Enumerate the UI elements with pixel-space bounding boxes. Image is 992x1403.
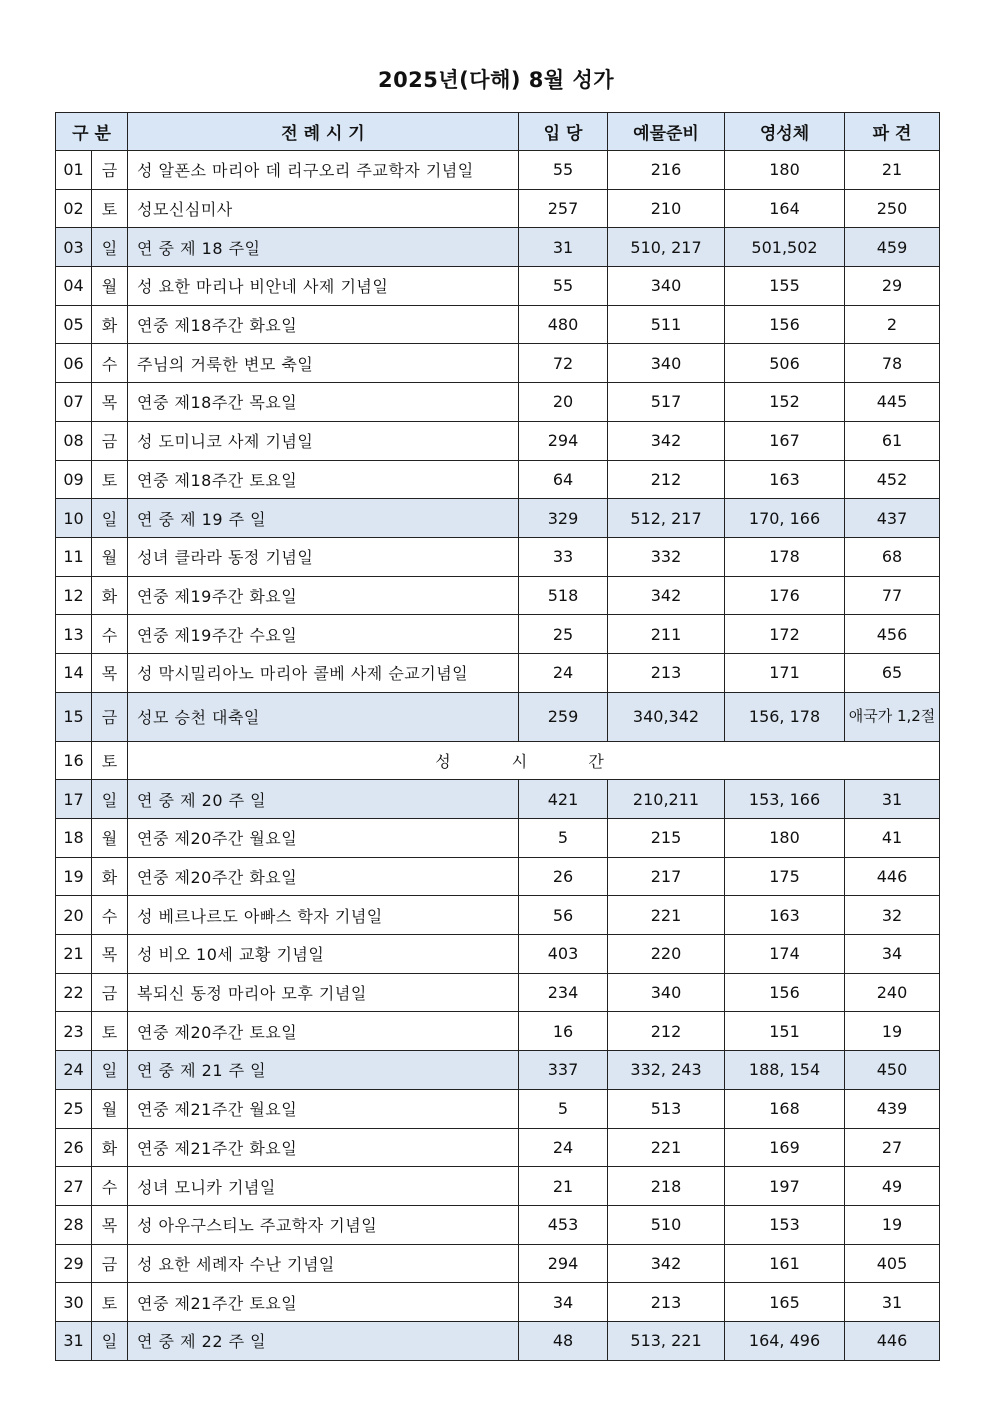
offertory-cell: 210,211 <box>608 780 725 819</box>
communion-cell: 168 <box>725 1089 845 1128</box>
table-row <box>56 1167 940 1206</box>
table-row <box>56 460 940 499</box>
offertory-cell: 215 <box>608 819 725 858</box>
header-recessional: 파 견 <box>845 113 940 151</box>
recessional-cell: 29 <box>845 267 940 306</box>
communion-cell: 153 <box>725 1205 845 1244</box>
liturgy-cell: 연 중 제 21 주 일 <box>128 1051 519 1090</box>
liturgy-cell: 성모 승천 대축일 <box>128 692 519 741</box>
communion-cell: 197 <box>725 1167 845 1206</box>
liturgy-cell: 성녀 클라라 동정 기념일 <box>128 537 519 576</box>
day-cell: 14 <box>56 653 92 692</box>
day-cell: 26 <box>56 1128 92 1167</box>
communion-cell: 167 <box>725 421 845 460</box>
offertory-cell: 517 <box>608 383 725 422</box>
liturgy-cell: 연중 제20주간 월요일 <box>128 819 519 858</box>
day-cell: 27 <box>56 1167 92 1206</box>
table-row <box>56 896 940 935</box>
day-cell: 17 <box>56 780 92 819</box>
offertory-cell: 212 <box>608 1012 725 1051</box>
day-cell: 19 <box>56 857 92 896</box>
day-cell: 01 <box>56 151 92 190</box>
entrance-cell: 26 <box>519 857 608 896</box>
weekday-cell: 일 <box>92 1321 128 1360</box>
offertory-cell: 510, 217 <box>608 228 725 267</box>
entrance-cell: 31 <box>519 228 608 267</box>
recessional-cell: 240 <box>845 973 940 1012</box>
communion-cell: 169 <box>725 1128 845 1167</box>
table-row <box>56 537 940 576</box>
day-cell: 23 <box>56 1012 92 1051</box>
table-row <box>56 499 940 538</box>
weekday-cell: 월 <box>92 537 128 576</box>
entrance-cell: 234 <box>519 973 608 1012</box>
entrance-cell: 24 <box>519 1128 608 1167</box>
weekday-cell: 금 <box>92 151 128 190</box>
weekday-cell: 토 <box>92 1012 128 1051</box>
day-cell: 24 <box>56 1051 92 1090</box>
table-row <box>56 1051 940 1090</box>
liturgy-cell: 성모신심미사 <box>128 189 519 228</box>
weekday-cell: 화 <box>92 857 128 896</box>
day-cell: 21 <box>56 935 92 974</box>
entrance-cell: 518 <box>519 576 608 615</box>
recessional-cell: 446 <box>845 857 940 896</box>
table-row <box>56 305 940 344</box>
table-row <box>56 857 940 896</box>
entrance-cell: 337 <box>519 1051 608 1090</box>
table-row <box>56 741 940 780</box>
weekday-cell: 금 <box>92 1244 128 1283</box>
weekday-cell: 토 <box>92 741 128 780</box>
offertory-cell: 213 <box>608 653 725 692</box>
offertory-cell: 342 <box>608 576 725 615</box>
schedule-body <box>56 151 940 1361</box>
weekday-cell: 일 <box>92 1051 128 1090</box>
table-row <box>56 935 940 974</box>
liturgy-cell: 연 중 제 20 주 일 <box>128 780 519 819</box>
recessional-cell: 446 <box>845 1321 940 1360</box>
recessional-cell: 250 <box>845 189 940 228</box>
entrance-cell: 20 <box>519 383 608 422</box>
offertory-cell: 340,342 <box>608 692 725 741</box>
entrance-cell: 294 <box>519 421 608 460</box>
day-cell: 30 <box>56 1283 92 1322</box>
table-row <box>56 973 940 1012</box>
recessional-cell: 21 <box>845 151 940 190</box>
recessional-cell: 34 <box>845 935 940 974</box>
communion-cell: 151 <box>725 1012 845 1051</box>
communion-cell: 174 <box>725 935 845 974</box>
liturgy-cell: 연중 제18주간 목요일 <box>128 383 519 422</box>
communion-cell: 156 <box>725 305 845 344</box>
table-row <box>56 576 940 615</box>
table-row <box>56 1283 940 1322</box>
liturgy-cell: 연 중 제 19 주 일 <box>128 499 519 538</box>
offertory-cell: 212 <box>608 460 725 499</box>
liturgy-cell: 연중 제21주간 화요일 <box>128 1128 519 1167</box>
entrance-cell: 294 <box>519 1244 608 1283</box>
offertory-cell: 511 <box>608 305 725 344</box>
header-liturgy: 전 례 시 기 <box>128 113 519 151</box>
weekday-cell: 화 <box>92 1128 128 1167</box>
offertory-cell: 218 <box>608 1167 725 1206</box>
recessional-cell: 456 <box>845 615 940 654</box>
weekday-cell: 수 <box>92 896 128 935</box>
table-row <box>56 189 940 228</box>
table-row <box>56 615 940 654</box>
entrance-cell: 24 <box>519 653 608 692</box>
day-cell: 08 <box>56 421 92 460</box>
weekday-cell: 월 <box>92 267 128 306</box>
recessional-cell: 애국가 1,2절 <box>845 692 940 741</box>
table-row <box>56 780 940 819</box>
recessional-cell: 2 <box>845 305 940 344</box>
recessional-cell: 459 <box>845 228 940 267</box>
offertory-cell: 216 <box>608 151 725 190</box>
communion-cell: 506 <box>725 344 845 383</box>
header-communion: 영성체 <box>725 113 845 151</box>
communion-cell: 188, 154 <box>725 1051 845 1090</box>
table-row <box>56 267 940 306</box>
day-cell: 03 <box>56 228 92 267</box>
offertory-cell: 332 <box>608 537 725 576</box>
offertory-cell: 340 <box>608 344 725 383</box>
entrance-cell: 21 <box>519 1167 608 1206</box>
weekday-cell: 월 <box>92 1089 128 1128</box>
table-row <box>56 1205 940 1244</box>
entrance-cell: 55 <box>519 151 608 190</box>
liturgy-cell: 성 비오 10세 교황 기념일 <box>128 935 519 974</box>
communion-cell: 155 <box>725 267 845 306</box>
recessional-cell: 41 <box>845 819 940 858</box>
day-cell: 22 <box>56 973 92 1012</box>
header-entrance: 입 당 <box>519 113 608 151</box>
recessional-cell: 19 <box>845 1012 940 1051</box>
entrance-cell: 257 <box>519 189 608 228</box>
weekday-cell: 금 <box>92 692 128 741</box>
entrance-cell: 16 <box>519 1012 608 1051</box>
recessional-cell: 65 <box>845 653 940 692</box>
recessional-cell: 437 <box>845 499 940 538</box>
recessional-cell: 27 <box>845 1128 940 1167</box>
entrance-cell: 64 <box>519 460 608 499</box>
recessional-cell: 31 <box>845 780 940 819</box>
recessional-cell: 445 <box>845 383 940 422</box>
day-cell: 09 <box>56 460 92 499</box>
offertory-cell: 332, 243 <box>608 1051 725 1090</box>
weekday-cell: 수 <box>92 615 128 654</box>
offertory-cell: 513 <box>608 1089 725 1128</box>
communion-cell: 180 <box>725 819 845 858</box>
weekday-cell: 화 <box>92 576 128 615</box>
table-row <box>56 653 940 692</box>
liturgy-cell: 주님의 거룩한 변모 축일 <box>128 344 519 383</box>
weekday-cell: 금 <box>92 973 128 1012</box>
communion-cell: 176 <box>725 576 845 615</box>
weekday-cell: 일 <box>92 780 128 819</box>
table-row <box>56 228 940 267</box>
day-cell: 07 <box>56 383 92 422</box>
day-cell: 25 <box>56 1089 92 1128</box>
communion-cell: 153, 166 <box>725 780 845 819</box>
day-cell: 15 <box>56 692 92 741</box>
entrance-cell: 55 <box>519 267 608 306</box>
entrance-cell: 5 <box>519 1089 608 1128</box>
entrance-cell: 56 <box>519 896 608 935</box>
offertory-cell: 221 <box>608 896 725 935</box>
offertory-cell: 513, 221 <box>608 1321 725 1360</box>
day-cell: 18 <box>56 819 92 858</box>
entrance-cell: 33 <box>519 537 608 576</box>
liturgy-cell: 연중 제18주간 토요일 <box>128 460 519 499</box>
weekday-cell: 토 <box>92 189 128 228</box>
communion-cell: 180 <box>725 151 845 190</box>
liturgy-cell: 연중 제19주간 화요일 <box>128 576 519 615</box>
communion-cell: 152 <box>725 383 845 422</box>
weekday-cell: 목 <box>92 383 128 422</box>
offertory-cell: 342 <box>608 421 725 460</box>
offertory-cell: 342 <box>608 1244 725 1283</box>
communion-cell: 164, 496 <box>725 1321 845 1360</box>
day-cell: 13 <box>56 615 92 654</box>
communion-cell: 165 <box>725 1283 845 1322</box>
liturgy-cell: 연중 제21주간 월요일 <box>128 1089 519 1128</box>
table-row <box>56 692 940 741</box>
weekday-cell: 수 <box>92 344 128 383</box>
entrance-cell: 72 <box>519 344 608 383</box>
day-cell: 29 <box>56 1244 92 1283</box>
entrance-cell: 403 <box>519 935 608 974</box>
header-offertory: 예물준비 <box>608 113 725 151</box>
recessional-cell: 31 <box>845 1283 940 1322</box>
entrance-cell: 34 <box>519 1283 608 1322</box>
liturgy-cell: 성녀 모니카 기념일 <box>128 1167 519 1206</box>
communion-cell: 175 <box>725 857 845 896</box>
recessional-cell: 19 <box>845 1205 940 1244</box>
weekday-cell: 수 <box>92 1167 128 1206</box>
weekday-cell: 일 <box>92 228 128 267</box>
day-cell: 04 <box>56 267 92 306</box>
liturgy-cell: 성 알폰소 마리아 데 리구오리 주교학자 기념일 <box>128 151 519 190</box>
table-row <box>56 1128 940 1167</box>
weekday-cell: 화 <box>92 305 128 344</box>
communion-cell: 164 <box>725 189 845 228</box>
day-cell: 28 <box>56 1205 92 1244</box>
recessional-cell: 405 <box>845 1244 940 1283</box>
liturgy-cell: 연중 제21주간 토요일 <box>128 1283 519 1322</box>
day-cell: 05 <box>56 305 92 344</box>
entrance-cell: 48 <box>519 1321 608 1360</box>
recessional-cell: 77 <box>845 576 940 615</box>
liturgy-cell: 연중 제20주간 토요일 <box>128 1012 519 1051</box>
communion-cell: 171 <box>725 653 845 692</box>
recessional-cell: 61 <box>845 421 940 460</box>
liturgy-cell: 연 중 제 22 주 일 <box>128 1321 519 1360</box>
weekday-cell: 목 <box>92 653 128 692</box>
liturgy-cell: 성 베르나르도 아빠스 학자 기념일 <box>128 896 519 935</box>
communion-cell: 501,502 <box>725 228 845 267</box>
entrance-cell: 453 <box>519 1205 608 1244</box>
offertory-cell: 220 <box>608 935 725 974</box>
day-cell: 11 <box>56 537 92 576</box>
day-cell: 16 <box>56 741 92 780</box>
liturgy-cell: 성 막시밀리아노 마리아 콜베 사제 순교기념일 <box>128 653 519 692</box>
liturgy-cell: 연중 제18주간 화요일 <box>128 305 519 344</box>
header-row <box>56 113 940 151</box>
recessional-cell: 439 <box>845 1089 940 1128</box>
offertory-cell: 340 <box>608 973 725 1012</box>
recessional-cell: 49 <box>845 1167 940 1206</box>
recessional-cell: 78 <box>845 344 940 383</box>
liturgy-cell: 연중 제20주간 화요일 <box>128 857 519 896</box>
communion-cell: 156, 178 <box>725 692 845 741</box>
offertory-cell: 221 <box>608 1128 725 1167</box>
entrance-cell: 259 <box>519 692 608 741</box>
liturgy-cell: 성 아우구스티노 주교학자 기념일 <box>128 1205 519 1244</box>
communion-cell: 163 <box>725 896 845 935</box>
offertory-cell: 211 <box>608 615 725 654</box>
communion-cell: 156 <box>725 973 845 1012</box>
recessional-cell: 68 <box>845 537 940 576</box>
weekday-cell: 목 <box>92 1205 128 1244</box>
liturgy-cell: 성 요한 세례자 수난 기념일 <box>128 1244 519 1283</box>
entrance-cell: 421 <box>519 780 608 819</box>
weekday-cell: 금 <box>92 421 128 460</box>
communion-cell: 170, 166 <box>725 499 845 538</box>
liturgy-cell: 성 요한 마리나 비안네 사제 기념일 <box>128 267 519 306</box>
recessional-cell: 452 <box>845 460 940 499</box>
entrance-cell: 329 <box>519 499 608 538</box>
weekday-cell: 일 <box>92 499 128 538</box>
table-row <box>56 344 940 383</box>
offertory-cell: 512, 217 <box>608 499 725 538</box>
communion-cell: 163 <box>725 460 845 499</box>
merged-cell: 성 시 간 <box>128 741 940 780</box>
entrance-cell: 25 <box>519 615 608 654</box>
entrance-cell: 480 <box>519 305 608 344</box>
table-row <box>56 1012 940 1051</box>
table-row <box>56 1321 940 1360</box>
table-row <box>56 421 940 460</box>
day-cell: 06 <box>56 344 92 383</box>
day-cell: 31 <box>56 1321 92 1360</box>
liturgy-cell: 성 도미니코 사제 기념일 <box>128 421 519 460</box>
table-row <box>56 151 940 190</box>
day-cell: 20 <box>56 896 92 935</box>
table-row <box>56 819 940 858</box>
table-row <box>56 383 940 422</box>
hymn-schedule-table <box>55 112 940 1361</box>
communion-cell: 161 <box>725 1244 845 1283</box>
weekday-cell: 월 <box>92 819 128 858</box>
communion-cell: 172 <box>725 615 845 654</box>
header-category: 구 분 <box>56 113 128 151</box>
communion-cell: 178 <box>725 537 845 576</box>
day-cell: 10 <box>56 499 92 538</box>
liturgy-cell: 연중 제19주간 수요일 <box>128 615 519 654</box>
weekday-cell: 목 <box>92 935 128 974</box>
offertory-cell: 510 <box>608 1205 725 1244</box>
weekday-cell: 토 <box>92 1283 128 1322</box>
liturgy-cell: 연 중 제 18 주일 <box>128 228 519 267</box>
day-cell: 12 <box>56 576 92 615</box>
recessional-cell: 32 <box>845 896 940 935</box>
liturgy-cell: 복되신 동정 마리아 모후 기념일 <box>128 973 519 1012</box>
offertory-cell: 213 <box>608 1283 725 1322</box>
offertory-cell: 217 <box>608 857 725 896</box>
entrance-cell: 5 <box>519 819 608 858</box>
weekday-cell: 토 <box>92 460 128 499</box>
offertory-cell: 340 <box>608 267 725 306</box>
table-row <box>56 1244 940 1283</box>
offertory-cell: 210 <box>608 189 725 228</box>
day-cell: 02 <box>56 189 92 228</box>
recessional-cell: 450 <box>845 1051 940 1090</box>
table-row <box>56 1089 940 1128</box>
page-title: 2025년(다해) 8월 성가 <box>377 68 615 92</box>
